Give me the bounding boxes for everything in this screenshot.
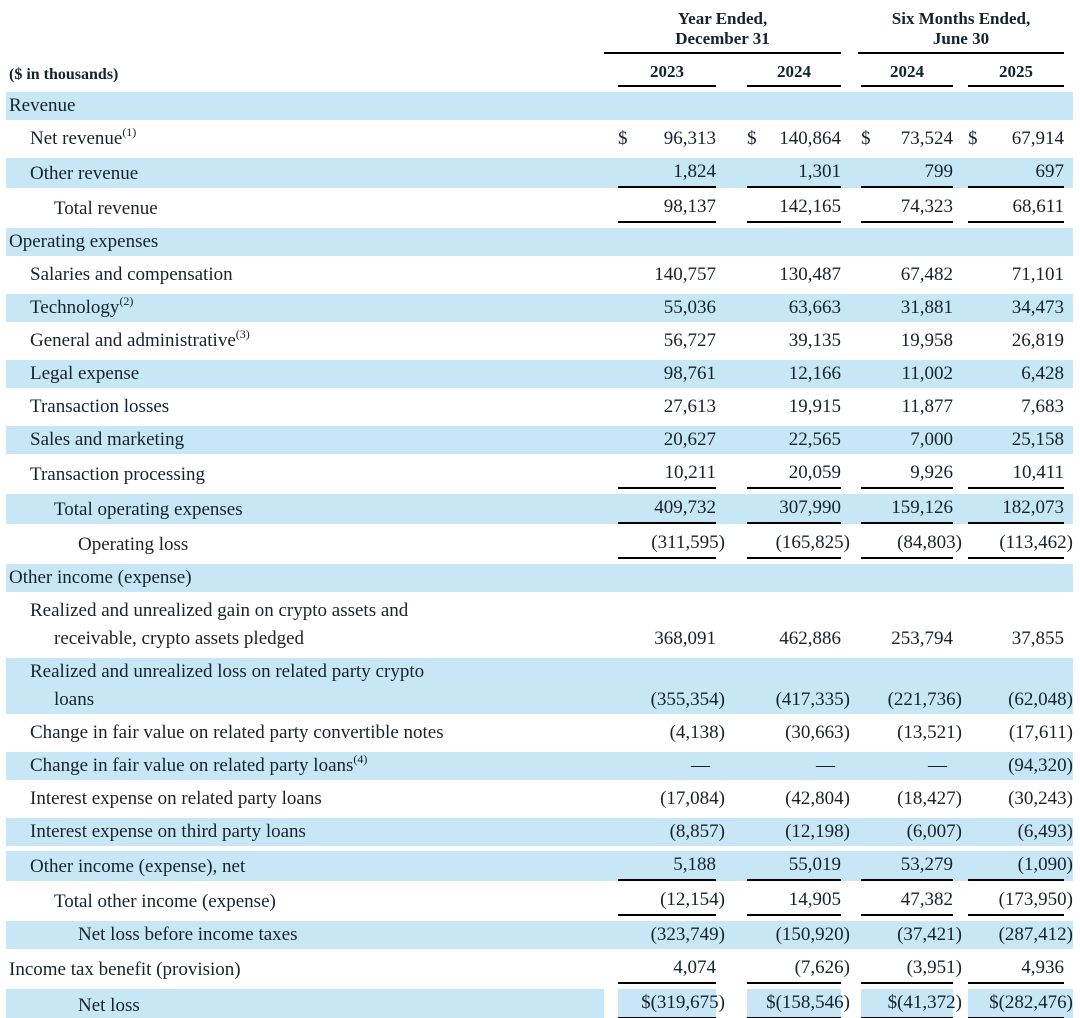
value-text: 56,727 <box>663 330 716 351</box>
year-col-fy2024: 2024 <box>716 59 841 87</box>
value-cell <box>953 989 1074 1018</box>
value-cell <box>953 92 1064 120</box>
value-text: (287,412) <box>998 924 1074 945</box>
value-text: (417,335) <box>775 689 850 710</box>
currency-symbol: $ <box>861 128 871 149</box>
value-cell <box>953 426 1064 454</box>
table-row <box>6 426 1073 454</box>
footnote-marker: (4) <box>353 751 368 766</box>
value-text: (1,090) <box>1017 854 1074 875</box>
row-right-spacer <box>1064 327 1073 355</box>
currency-symbol: $ <box>766 992 776 1013</box>
value-cell <box>841 426 953 454</box>
value-cell <box>841 92 953 120</box>
value-text: 7,683 <box>1021 396 1065 417</box>
value-cell <box>716 125 841 153</box>
value-text: (41,372) <box>897 992 962 1013</box>
value-cell <box>716 294 841 322</box>
value-cell <box>953 886 1074 916</box>
row-label: Net revenue$^{(1)}$ <box>30 124 137 149</box>
value-cell <box>953 851 1074 881</box>
value-cell <box>716 261 841 289</box>
value-cell <box>716 459 841 489</box>
table-row <box>6 658 1073 714</box>
value-text: (12,198) <box>785 821 850 842</box>
value-cell <box>953 393 1064 421</box>
value-text: 142,165 <box>779 196 841 217</box>
value-cell <box>841 261 953 289</box>
value-cell <box>716 752 841 780</box>
value-text: (8,857) <box>669 821 725 842</box>
value-cell <box>604 719 725 747</box>
value-text: 140,864 <box>779 128 841 149</box>
row-label: Realized and unrealized loss on related party crypto loans <box>6 658 604 714</box>
row-right-spacer <box>1064 125 1073 153</box>
table-row <box>6 261 1073 289</box>
value-cell <box>604 125 716 153</box>
value-cell <box>953 818 1074 846</box>
col-group-line1: Six Months Ended, <box>891 9 1031 28</box>
value-cell <box>953 125 1064 153</box>
value-cell <box>716 658 850 714</box>
value-cell <box>841 989 962 1018</box>
value-text: 11,002 <box>901 363 953 384</box>
table-row <box>6 92 1073 120</box>
value-cell <box>716 426 841 454</box>
col-group-year-ended <box>604 9 841 54</box>
value-cell <box>604 261 716 289</box>
value-text: 368,091 <box>654 628 716 649</box>
value-text: (37,421) <box>897 924 962 945</box>
table-row <box>6 193 1073 223</box>
year-header-row <box>6 59 1073 87</box>
value-cell <box>604 851 716 881</box>
value-text: 55,019 <box>788 854 841 875</box>
value-cell <box>953 597 1064 653</box>
value-cell <box>716 360 841 388</box>
value-text: 6,428 <box>1021 363 1065 384</box>
row-right-spacer <box>1064 228 1073 256</box>
value-cell <box>953 564 1064 592</box>
value-text: 307,990 <box>779 497 841 518</box>
value-cell <box>716 597 841 653</box>
value-text: 63,663 <box>788 297 841 318</box>
value-text: 22,565 <box>788 429 841 450</box>
value-cell <box>841 752 953 780</box>
value-cell <box>604 597 716 653</box>
row-label: Legal expense <box>6 360 604 388</box>
value-cell <box>604 426 716 454</box>
value-text: 68,611 <box>1012 196 1065 217</box>
table-row <box>6 564 1073 592</box>
value-cell <box>716 494 841 524</box>
table-row <box>6 494 1073 524</box>
table-row <box>6 818 1073 846</box>
value-text: (84,803) <box>897 532 962 553</box>
value-text: 26,819 <box>1011 330 1065 351</box>
row-label: General and administrative$^{(3)}$ <box>30 326 250 351</box>
value-text: (30,243) <box>1008 788 1074 809</box>
table-row <box>6 886 1073 916</box>
row-label: Net loss before income taxes <box>6 921 604 949</box>
value-text: 27,613 <box>663 396 716 417</box>
value-text: 20,627 <box>663 429 716 450</box>
value-cell <box>953 360 1064 388</box>
row-label: Other revenue <box>6 158 604 188</box>
table-row <box>6 459 1073 489</box>
footnote-marker: (3) <box>235 326 250 341</box>
value-text: 253,794 <box>891 628 953 649</box>
value-cell <box>953 719 1074 747</box>
table-row <box>6 989 1073 1018</box>
header-spacer <box>1064 9 1073 54</box>
table-row <box>6 851 1073 881</box>
value-text: (62,048) <box>1008 689 1074 710</box>
value-text: 39,135 <box>788 330 841 351</box>
value-cell <box>953 494 1064 524</box>
value-cell <box>604 459 716 489</box>
value-cell <box>841 294 953 322</box>
row-right-spacer <box>1064 494 1073 524</box>
value-text: 11,877 <box>901 396 953 417</box>
value-text: 74,323 <box>900 196 953 217</box>
value-cell <box>841 360 953 388</box>
value-cell <box>841 529 962 559</box>
value-cell <box>841 658 962 714</box>
value-cell <box>953 459 1064 489</box>
value-cell <box>716 158 841 188</box>
row-label: Interest expense on third party loans <box>6 818 604 846</box>
value-text: (6,007) <box>906 821 962 842</box>
currency-symbol: $ <box>887 992 898 1013</box>
value-text: 1,301 <box>798 161 841 182</box>
col-group-line2: June 30 <box>932 29 990 48</box>
value-cell <box>716 954 850 984</box>
footnote-marker: (2) <box>119 293 134 308</box>
currency-symbol: $ <box>747 128 757 149</box>
row-label: Sales and marketing <box>6 426 604 454</box>
value-text: 799 <box>924 161 953 182</box>
value-cell <box>953 921 1074 949</box>
value-text: 409,732 <box>654 497 716 518</box>
value-text: (30,663) <box>785 722 850 743</box>
value-text: (42,804) <box>785 788 850 809</box>
row-label: Realized and unrealized gain on crypto assets and receivable, crypto assets pledged <box>30 600 409 649</box>
value-text: (173,950) <box>998 889 1074 910</box>
value-cell <box>841 785 962 813</box>
value-text: 140,757 <box>654 264 716 285</box>
value-cell <box>953 261 1064 289</box>
value-text: 67,482 <box>900 264 953 285</box>
value-cell <box>841 158 953 188</box>
col-group-six-months-label <box>858 9 1064 54</box>
row-label: Operating loss <box>78 534 189 555</box>
value-cell <box>604 529 725 559</box>
value-text: 5,188 <box>673 854 716 875</box>
value-text: (13,521) <box>897 722 962 743</box>
value-cell <box>604 158 716 188</box>
table-row <box>6 921 1073 949</box>
col-group-six-months-ended <box>841 9 1064 54</box>
value-text: 67,914 <box>1011 128 1065 149</box>
row-label: Total other income (expense) <box>54 891 276 912</box>
row-label: Income tax benefit (provision) <box>9 959 241 980</box>
value-cell <box>604 752 716 780</box>
currency-symbol: $ <box>641 992 651 1013</box>
value-cell <box>953 954 1064 984</box>
row-right-spacer <box>1064 158 1073 188</box>
table-row <box>6 294 1073 322</box>
value-cell <box>716 785 850 813</box>
value-cell <box>604 92 716 120</box>
value-cell <box>841 494 953 524</box>
col-group-line1: Year Ended, <box>677 9 768 28</box>
row-right-spacer <box>1064 92 1073 120</box>
value-cell <box>716 818 850 846</box>
value-text: (17,611) <box>1008 722 1074 743</box>
column-group-header-row <box>6 9 1073 54</box>
value-text: (282,476) <box>998 992 1074 1013</box>
row-label: Total operating expenses <box>6 494 604 524</box>
value-cell <box>953 294 1064 322</box>
units-label: ($ in thousands) <box>9 66 119 83</box>
footnote-marker: (1) <box>122 124 137 139</box>
value-cell <box>604 193 716 223</box>
value-cell <box>841 393 953 421</box>
table-row <box>6 954 1073 984</box>
value-text: (18,427) <box>897 788 962 809</box>
row-right-spacer <box>1064 564 1073 592</box>
value-cell <box>604 886 725 916</box>
value-cell <box>841 851 953 881</box>
value-text: (4,138) <box>669 722 725 743</box>
value-cell <box>716 921 850 949</box>
value-text: — <box>928 755 947 776</box>
value-cell <box>841 193 953 223</box>
value-cell <box>841 564 953 592</box>
value-cell <box>604 327 716 355</box>
table-row <box>6 393 1073 421</box>
value-text: 98,137 <box>663 196 716 217</box>
row-right-spacer <box>1064 393 1073 421</box>
currency-symbol: $ <box>989 992 999 1013</box>
table-row <box>6 719 1073 747</box>
value-text: (17,084) <box>660 788 725 809</box>
value-text: (12,154) <box>660 889 725 910</box>
value-text: (323,749) <box>650 924 725 945</box>
value-cell <box>604 785 725 813</box>
table-row <box>6 125 1073 153</box>
col-group-year-ended-label <box>604 9 841 54</box>
value-text: (311,595) <box>651 532 725 553</box>
value-cell <box>604 989 725 1018</box>
row-right-spacer <box>1064 261 1073 289</box>
row-label: Transaction processing <box>30 464 206 485</box>
value-cell <box>604 494 716 524</box>
row-right-spacer <box>1064 426 1073 454</box>
value-text: 7,000 <box>910 429 953 450</box>
value-text: 12,166 <box>788 363 841 384</box>
value-text: 4,936 <box>1021 957 1065 978</box>
value-cell <box>604 393 716 421</box>
table-row <box>6 529 1073 559</box>
row-label: Operating expenses <box>6 228 604 256</box>
value-text: 37,855 <box>1011 628 1065 649</box>
value-text: — <box>816 755 835 776</box>
row-label: Change in fair value on related party loans$^{(4)}$ <box>6 752 604 780</box>
value-cell <box>841 228 953 256</box>
row-right-spacer <box>1064 597 1073 653</box>
table-row <box>6 360 1073 388</box>
table-row <box>6 158 1073 188</box>
value-text: 159,126 <box>891 497 953 518</box>
value-cell <box>953 658 1074 714</box>
value-text: 47,382 <box>900 889 953 910</box>
value-cell <box>953 785 1074 813</box>
table-row <box>6 327 1073 355</box>
table-row <box>6 785 1073 813</box>
value-text: 697 <box>1035 161 1065 182</box>
value-cell <box>841 327 953 355</box>
value-text: 10,211 <box>664 462 716 483</box>
row-right-spacer <box>1064 294 1073 322</box>
value-cell <box>841 818 962 846</box>
value-cell <box>604 921 725 949</box>
value-cell <box>604 818 725 846</box>
value-cell <box>716 989 850 1018</box>
value-text: 9,926 <box>910 462 953 483</box>
value-text: 4,074 <box>673 957 716 978</box>
value-text: 182,073 <box>1002 497 1065 518</box>
value-cell <box>716 529 850 559</box>
value-text: 71,101 <box>1011 264 1065 285</box>
value-text: 20,059 <box>788 462 841 483</box>
table-row <box>6 228 1073 256</box>
value-cell <box>604 954 716 984</box>
value-cell <box>604 564 716 592</box>
value-cell <box>953 228 1064 256</box>
value-text: 462,886 <box>779 628 841 649</box>
year-col-6m2025: 2025 <box>953 59 1064 87</box>
row-label: Other income (expense) <box>6 564 604 592</box>
currency-symbol: $ <box>968 128 978 149</box>
value-cell <box>604 228 716 256</box>
value-text: 31,881 <box>900 297 953 318</box>
value-text: (355,354) <box>650 689 725 710</box>
header-spacer <box>1064 59 1073 87</box>
value-cell <box>953 529 1074 559</box>
value-cell <box>841 125 953 153</box>
value-cell <box>716 393 841 421</box>
value-text: (150,920) <box>775 924 850 945</box>
value-text: 130,487 <box>779 264 841 285</box>
row-label: Net loss <box>6 989 604 1018</box>
value-cell <box>716 851 841 881</box>
value-cell <box>716 228 841 256</box>
value-text: 14,905 <box>788 889 841 910</box>
row-right-spacer <box>1064 954 1073 984</box>
row-right-spacer <box>1064 459 1073 489</box>
value-cell <box>841 459 953 489</box>
col-group-line2: December 31 <box>675 29 770 48</box>
value-text: 34,473 <box>1011 297 1065 318</box>
value-text: 55,036 <box>663 297 716 318</box>
value-text: 53,279 <box>900 854 953 875</box>
row-label: Technology$^{(2)}$ <box>6 294 604 322</box>
table-body <box>6 92 1073 1018</box>
value-cell <box>716 886 841 916</box>
value-text: (319,675) <box>650 992 725 1013</box>
year-col-fy2023: 2023 <box>604 59 716 87</box>
row-label: Change in fair value on related party convertible notes <box>30 722 444 743</box>
value-cell <box>716 193 841 223</box>
value-cell <box>604 360 716 388</box>
value-text: (113,462) <box>999 532 1074 553</box>
value-text: (165,825) <box>775 532 850 553</box>
value-cell <box>953 752 1074 780</box>
value-cell <box>841 886 953 916</box>
value-cell <box>953 193 1064 223</box>
table-row <box>6 597 1073 653</box>
row-right-spacer <box>1064 360 1073 388</box>
value-text: 25,158 <box>1011 429 1065 450</box>
value-text: 10,411 <box>1012 462 1065 483</box>
header-spacer <box>6 9 604 54</box>
value-text: 19,958 <box>900 330 953 351</box>
value-text: (3,951) <box>906 957 962 978</box>
value-cell <box>716 92 841 120</box>
value-text: (221,736) <box>887 689 962 710</box>
value-text: 1,824 <box>673 161 716 182</box>
row-label: Transaction losses <box>30 396 170 417</box>
value-text: 73,524 <box>900 128 953 149</box>
income-statement-table <box>6 4 1073 1018</box>
value-cell <box>841 954 962 984</box>
value-text: (7,626) <box>794 957 850 978</box>
row-label: Interest expense on related party loans <box>30 788 322 809</box>
value-cell <box>604 294 716 322</box>
value-text: 19,915 <box>788 396 841 417</box>
currency-symbol: $ <box>618 128 628 149</box>
row-label: Revenue <box>6 92 604 120</box>
value-text: 98,761 <box>663 363 716 384</box>
year-col-6m2024: 2024 <box>841 59 953 87</box>
value-cell <box>841 921 962 949</box>
row-label: Other income (expense), net <box>6 851 604 881</box>
value-text: 96,313 <box>663 128 716 149</box>
value-cell <box>716 327 841 355</box>
value-text: — <box>691 755 710 776</box>
value-text: (94,320) <box>1008 755 1074 776</box>
row-right-spacer <box>1064 193 1073 223</box>
value-cell <box>604 658 725 714</box>
row-label: Total revenue <box>54 198 158 219</box>
table-row <box>6 752 1073 780</box>
value-cell <box>953 327 1064 355</box>
value-text: (158,546) <box>775 992 850 1013</box>
value-cell <box>841 597 953 653</box>
value-cell <box>953 158 1064 188</box>
value-cell <box>841 719 962 747</box>
value-cell <box>716 719 850 747</box>
value-cell <box>716 564 841 592</box>
row-label: Salaries and compensation <box>30 264 233 285</box>
value-text: (6,493) <box>1017 821 1074 842</box>
